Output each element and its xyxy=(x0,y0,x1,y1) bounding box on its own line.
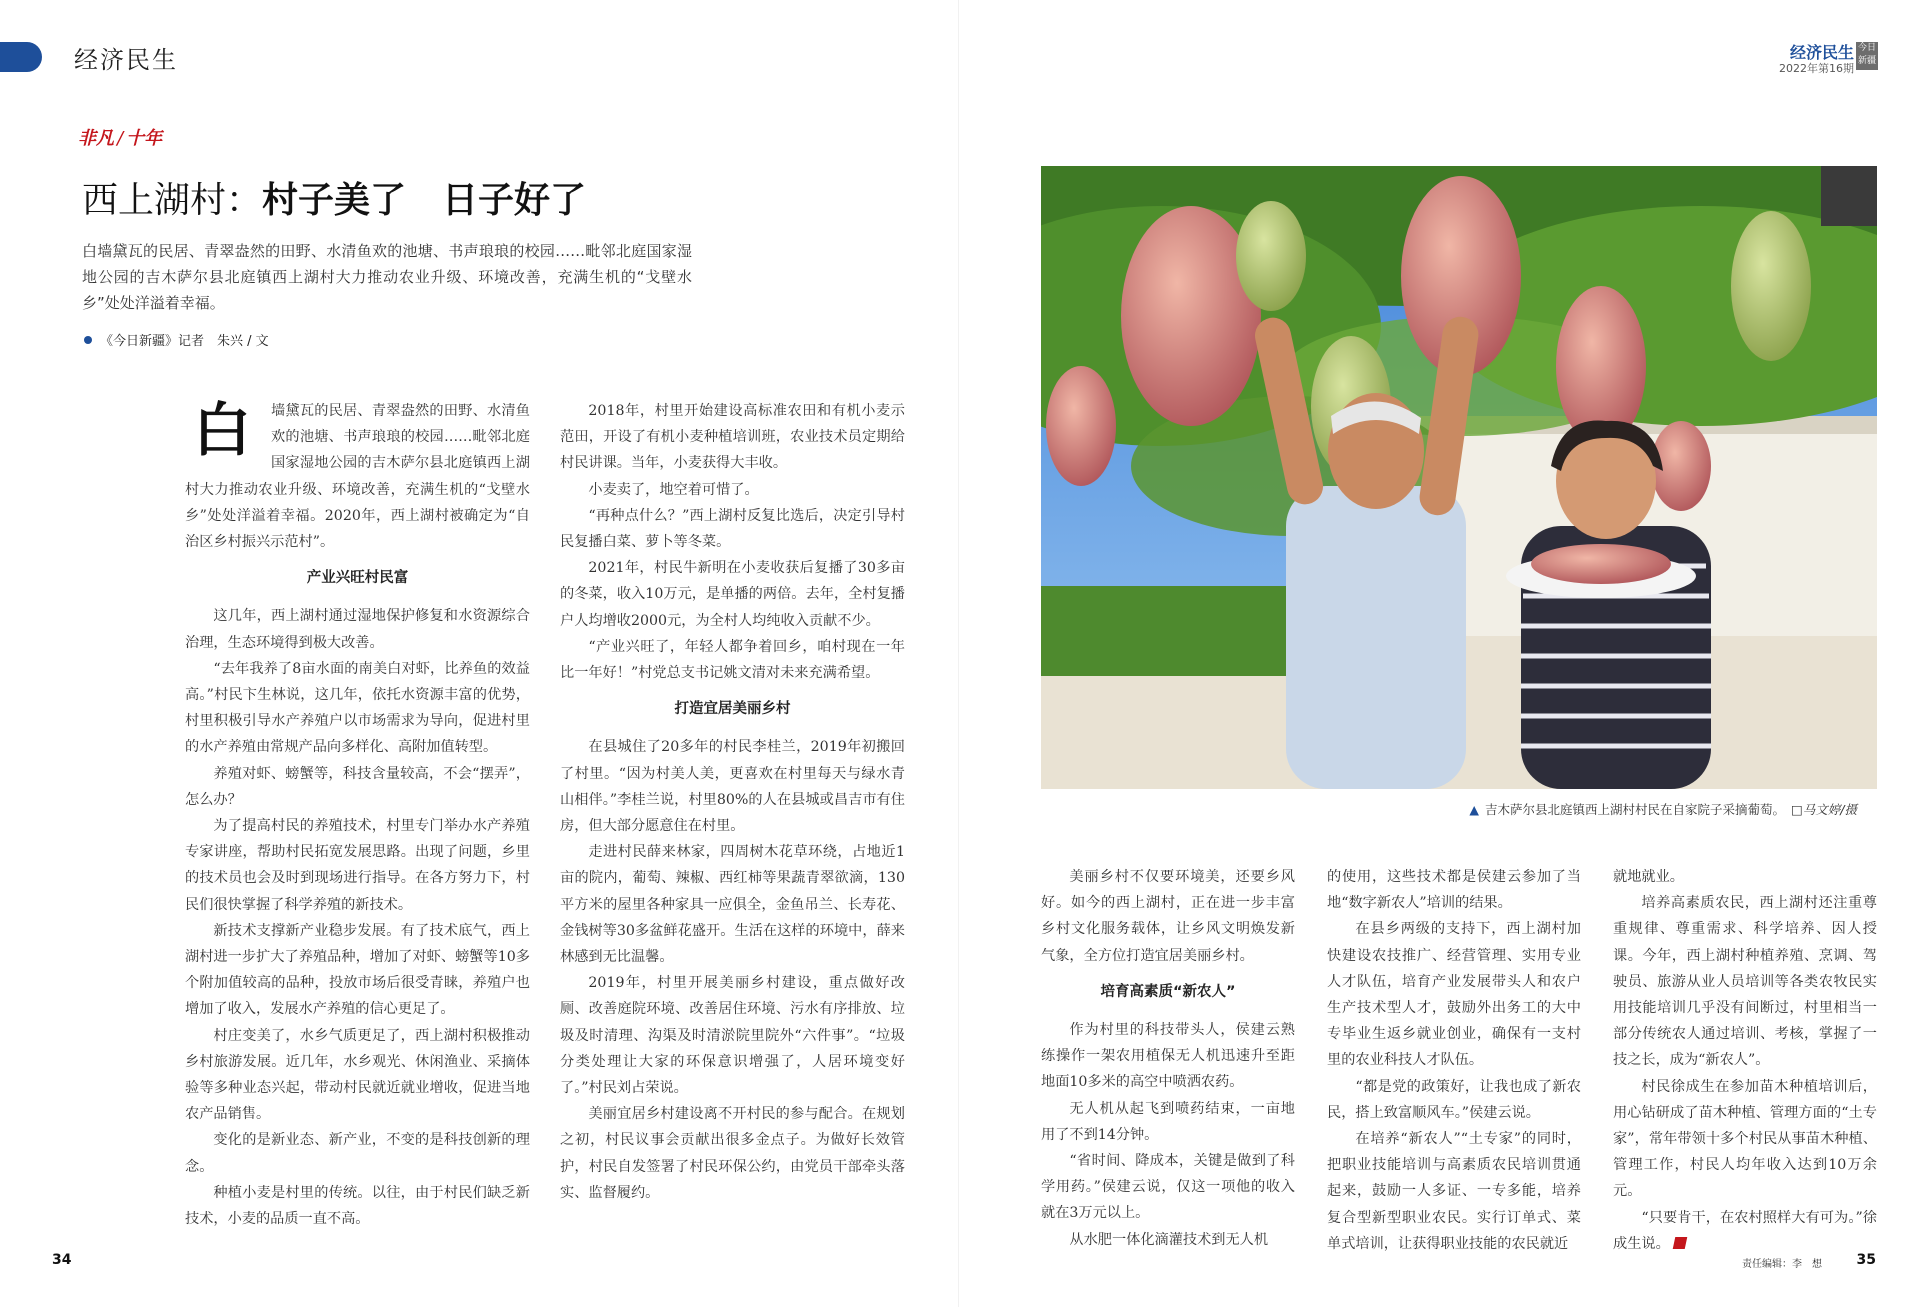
subheading xyxy=(1041,979,1295,1005)
kicker-part2: 十年 xyxy=(126,128,163,149)
paragraph-text: “省时间、降成本，关键是做到了科学用药。”侯建云说，仅这一项他的收入就在3万元以上。 xyxy=(1041,1153,1295,1222)
body-paragraph xyxy=(185,918,530,1023)
body-paragraph xyxy=(1327,1126,1581,1257)
body-column-3 xyxy=(1041,864,1295,1253)
paragraph-text: 培养高素质农民，西上湖村还注重尊重规律、尊重需求、科学培养、因人授课。今年，西上湖村种植养殖、烹调、驾驶员、旅游从业人员培训等各类农牧民实用技能培训几乎没有间断过，村里相当一部分传统农人通过培训、考核，掌握了一技之长，成为“新农人”。 xyxy=(1613,895,1877,1069)
issue-label: 2022年第16期 xyxy=(1779,62,1854,75)
paragraph-text: 墙黛瓦的民居、青翠盎然的田野、水清鱼欢的池塘、书声琅琅的校园……毗邻北庭国家湿地公园的吉木萨尔县北庭镇西上湖村大力推动农业升级、环境改善，充满生机的“戈壁水乡”处处洋溢着幸福。2020年，西上湖村被确定为“自治区乡村振兴示范村”。 xyxy=(185,403,530,551)
body-paragraph xyxy=(185,1127,530,1179)
body-column-2 xyxy=(560,398,905,1206)
byline-text: 《今日新疆》记者 朱兴 / 文 xyxy=(100,334,269,349)
body-paragraph xyxy=(1327,1074,1581,1126)
paragraph-text: 这几年，西上湖村通过湿地保护修复和水资源综合治理，生态环境得到极大改善。 xyxy=(185,608,530,651)
body-paragraph xyxy=(1613,864,1877,890)
paragraph-text: 村民徐成生在参加苗木种植培训后，用心钻研成了苗木种植、管理方面的“土专家”，常年带领十多个村民从事苗木种植、管理工作，村民人均年收入达到10万余元。 xyxy=(1613,1078,1877,1200)
caption-text: 吉木萨尔县北庭镇西上湖村村民在自家院子采摘葡萄。 xyxy=(1484,802,1785,817)
body-paragraph xyxy=(560,477,905,503)
paragraph-text: 2021年，村民牛新明在小麦收获后复播了30多亩的冬菜，收入10万元，是单播的两倍。去年，全村复播户人均增收2000元，为全村人均纯收入贡献不少。 xyxy=(560,560,905,629)
kicker-part1: 非凡 xyxy=(78,128,114,149)
subheading xyxy=(560,696,905,722)
paragraph-text: “只要肯干，在农村照样大有可为。”徐成生说。 xyxy=(1613,1209,1877,1252)
subheading-text: 培育高素质“新农人” xyxy=(1100,983,1236,1000)
body-column-1 xyxy=(185,398,530,1232)
body-paragraph xyxy=(1041,1096,1295,1148)
body-paragraph xyxy=(560,503,905,555)
subheading-text: 产业兴旺村民富 xyxy=(306,570,409,587)
body-column-5 xyxy=(1613,864,1877,1257)
photo-credit: □马文婷/摄 xyxy=(1790,802,1857,817)
body-paragraph xyxy=(560,970,905,1101)
byline xyxy=(84,330,269,349)
article-title xyxy=(82,172,586,223)
body-paragraph xyxy=(560,634,905,686)
title-part1: 西上湖村： xyxy=(82,180,263,221)
body-paragraph xyxy=(185,813,530,918)
paragraph-text: 就地就业。 xyxy=(1613,869,1684,885)
paragraph-text: “去年我养了8亩水面的南美白对虾，比养鱼的效益高。”村民卞生林说，这几年，依托水资源丰富的优势，村里积极引导水产养殖户以市场需求为导向，促进村里的水产养殖由常规产品向多样化、高附加值转型。 xyxy=(185,660,530,756)
photo-caption xyxy=(1469,800,1857,818)
body-paragraph xyxy=(185,1180,530,1232)
body-paragraph xyxy=(185,656,530,761)
body-paragraph xyxy=(560,555,905,634)
paragraph-text: 新技术支撑新产业稳步发展。有了技术底气，西上湖村进一步扩大了养殖品种，增加了对虾、螃蟹等10多个附加值较高的品种，投放市场后很受青睐，养殖户也增加了收入，发展水产养殖的信心更足了。 xyxy=(185,922,530,1018)
paragraph-text: 种植小麦是村里的传统。以往，由于村民们缺乏新技术，小麦的品质一直不高。 xyxy=(185,1184,530,1228)
page-gutter xyxy=(958,0,959,1307)
body-paragraph xyxy=(185,761,530,813)
paragraph-text: 走进村民薛来林家，四周树木花草环绕，占地近1亩的院内，葡萄、辣椒、西红柿等果蔬青翠欲滴，130平方米的屋里各种家具一应俱全，金鱼吊兰、长寿花、金钱树等30多盆鲜花盛开。生活在这样的环境中，薛来林感到无比温馨。 xyxy=(560,844,905,966)
subheading-text: 打造宜居美丽乡村 xyxy=(674,701,791,718)
paragraph-text: 变化的是新业态、新产业，不变的是科技创新的理念。 xyxy=(185,1132,530,1175)
paragraph-text: 养殖对虾、螃蟹等，科技含量较高，不会“摆弄”，怎么办？ xyxy=(185,765,530,808)
column-kicker xyxy=(78,124,162,150)
caption-triangle-icon: ▲ xyxy=(1469,802,1479,817)
body-paragraph xyxy=(1327,916,1581,1073)
paragraph-text: 美丽宜居乡村建设离不开村民的参与配合。在规划之初，村民议事会贡献出很多金点子。为做好长效管护，村民自发签署了村民环保公约，由党员干部牵头落实、监督履约。 xyxy=(560,1106,905,1201)
body-paragraph xyxy=(185,1023,530,1128)
paragraph-text: “产业兴旺了，年轻人都争着回乡，咱村现在一年比一年好！”村党总支书记姚文清对未来充满希望。 xyxy=(560,638,905,682)
paragraph-text: 村庄变美了，水乡气质更足了，西上湖村积极推动乡村旅游发展。近几年，水乡观光、休闲渔业、采摘体验等多种业态兴起，带动村民就近就业增收，促进当地农产品销售。 xyxy=(185,1027,530,1123)
body-paragraph xyxy=(1041,1148,1295,1227)
kicker-slash: / xyxy=(117,128,124,149)
end-mark-icon xyxy=(1672,1237,1687,1249)
paragraph-text: 2019年，村里开展美丽乡村建设，重点做好改厕、改善庭院环境、改善居住环境、污水有序排放、垃圾及时清理、沟渠及时清淤院里院外“六件事”。“垃圾分类处理让大家的环保意识增强了，人居环境变好了。”村民刘占荣说。 xyxy=(560,975,905,1097)
paragraph-text: 无人机从起飞到喷药结束，一亩地用了不到14分钟。 xyxy=(1041,1100,1295,1143)
section-tab-marker xyxy=(0,42,42,72)
paragraph-text: “再种点什么？”西上湖村反复比选后，决定引导村民复播白菜、萝卜等冬菜。 xyxy=(560,507,905,551)
section-label-right: 经济民生 xyxy=(1789,43,1854,62)
body-column-4 xyxy=(1327,864,1581,1257)
body-paragraph xyxy=(1041,864,1295,969)
page-number-right: 35 xyxy=(1856,1252,1876,1268)
body-paragraph xyxy=(560,1101,905,1206)
article-lead: 白墙黛瓦的民居、青翠盎然的田野、水清鱼欢的池塘、书声琅琅的校园……毗邻北庭国家湿地公园的吉木萨尔县北庭镇西上湖村大力推动农业升级、环境改善，充满生机的“戈壁水乡”处处洋溢着幸福。 xyxy=(82,242,692,312)
editor-credit: 责任编辑：李 想 xyxy=(1742,1259,1822,1270)
body-paragraph xyxy=(560,398,905,477)
paragraph-text: 的使用，这些技术都是侯建云参加了当地“数字新农人”培训的结果。 xyxy=(1327,869,1581,912)
paragraph-text: 在培养“新农人”“土专家”的同时，把职业技能培训与高素质农民培训贯通起来，鼓励一人多证、一专多能，培养复合型新型职业农民。实行订单式、菜单式培训，让获得职业技能的农民就近 xyxy=(1327,1131,1581,1252)
grape-harvest-photo xyxy=(1041,166,1877,789)
body-paragraph xyxy=(1041,1017,1295,1096)
paragraph-text: 为了提高村民的养殖技术，村里专门举办水产养殖专家讲座，帮助村民拓宽发展思路。出现了问题，乡里的技术员也会及时到现场进行指导。在各方努力下，村民们很快掌握了科学养殖的新技术。 xyxy=(185,818,530,913)
body-paragraph xyxy=(1613,1205,1877,1257)
byline-dot-icon xyxy=(84,336,92,344)
paragraph-text: “都是党的政策好，让我也成了新农民，搭上致富顺风车。”侯建云说。 xyxy=(1327,1078,1581,1121)
body-paragraph xyxy=(1613,890,1877,1073)
paragraph-text: 在县城住了20多年的村民李桂兰，2019年初搬回了村里。“因为村美人美，更喜欢在村里每天与绿水青山相伴。”李桂兰说，村里80%的人在县城或昌吉市有住房，但大部分愿意住在村里。 xyxy=(560,739,905,835)
body-paragraph xyxy=(1327,864,1581,916)
body-paragraph xyxy=(185,603,530,655)
body-paragraph xyxy=(560,734,905,839)
paragraph-text: 从水肥一体化滴灌技术到无人机 xyxy=(1069,1231,1269,1248)
page-number-left: 34 xyxy=(52,1252,72,1268)
body-paragraph xyxy=(1041,1227,1295,1253)
magazine-logo: 今日新疆 xyxy=(1856,42,1878,70)
drop-cap: 白 xyxy=(193,396,252,464)
title-part2: 村子美了 日子好了 xyxy=(262,180,587,221)
body-paragraph xyxy=(1613,1074,1877,1205)
paragraph-text: 2018年，村里开始建设高标准农田和有机小麦示范田，开设了有机小麦种植培训班，农业技术员定期给村民讲课。当年，小麦获得大丰收。 xyxy=(560,403,905,472)
paragraph-text: 在县乡两级的支持下，西上湖村加快建设农技推广、经营管理、实用专业人才队伍，培育产业发展带头人和农户生产技术型人才，鼓励外出务工的大中专毕业生返乡就业创业，确保有一支村里的农业科技人才队伍。 xyxy=(1327,921,1581,1069)
paragraph-text: 美丽乡村不仅要环境美，还要乡风好。如今的西上湖村，正在进一步丰富乡村文化服务载体，让乡风文明焕发新气象，全方位打造宜居美丽乡村。 xyxy=(1041,869,1295,964)
subheading xyxy=(185,565,530,591)
paragraph-text: 作为村里的科技带头人，侯建云熟练操作一架农用植保无人机迅速升至距地面10多米的高空中喷洒农药。 xyxy=(1041,1022,1295,1091)
body-paragraph xyxy=(560,839,905,970)
section-label-left: 经济民生 xyxy=(74,46,178,74)
paragraph-text: 小麦卖了，地空着可惜了。 xyxy=(588,481,759,498)
